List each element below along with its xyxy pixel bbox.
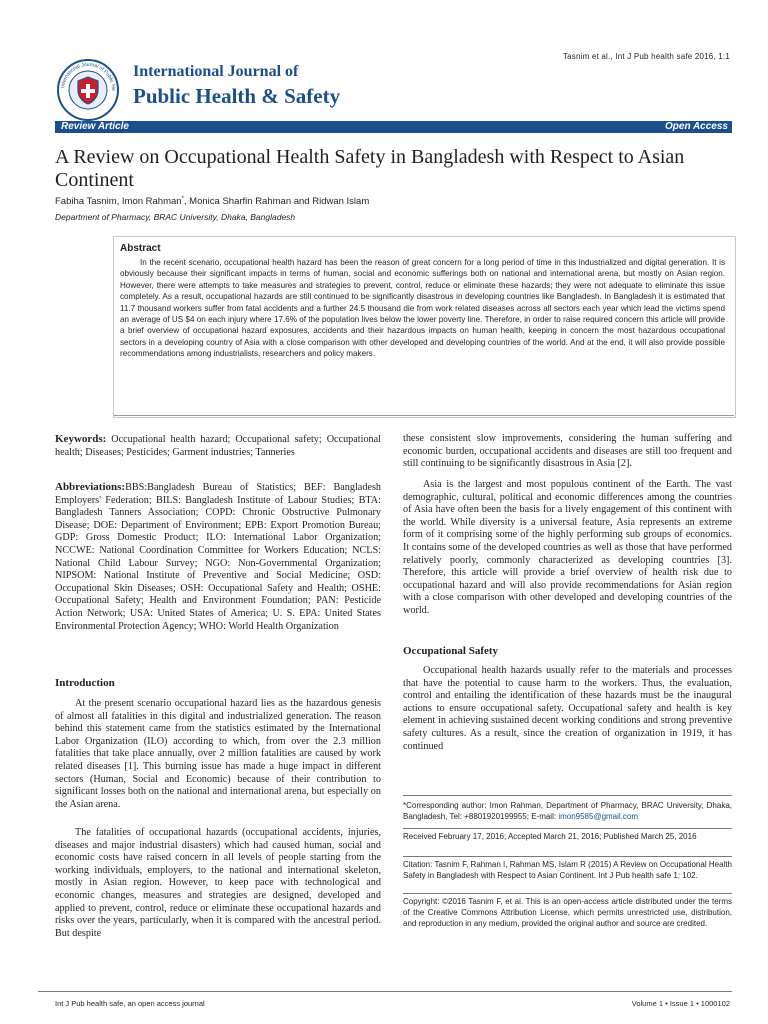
right-paragraph-3: Occupational health hazards usually refer to the materials and processes that have the potential to cause harm to the workers. Thus, the evaluation, control and entailing the identification of these hazards must be the inaugural actions to ensure occupational safety. Occupational safety and health is key element in achieving sustained decent working conditions and strong preventive safety cultures. As a result, since the creation of organization in 1919, it has continued bbox=[403, 665, 732, 752]
open-access-label: Open Access bbox=[665, 121, 728, 132]
notes-divider-4 bbox=[403, 893, 732, 894]
footer-journal: Int J Pub health safe, an open access journal bbox=[55, 999, 205, 1008]
article-type-bar bbox=[55, 121, 732, 133]
citation-note: Citation: Tasnim F, Rahman I, Rahman MS, Islam R (2015) A Review on Occupational Health Safety in Bangladesh with Respect to Asian Continent. Int J Pub health safe 1: 102. bbox=[403, 860, 732, 880]
abbreviations-label: Abbreviations: bbox=[55, 481, 126, 493]
authors-pre: Fabiha Tasnim, Imon Rahman bbox=[55, 196, 182, 208]
notes-divider bbox=[403, 795, 732, 796]
right-p3 bbox=[403, 665, 732, 753]
received-dates: Received February 17, 2016; Accepted March 21, 2016; Published March 25, 2016 bbox=[403, 832, 697, 841]
abbreviations-block bbox=[55, 481, 381, 633]
article-title: A Review on Occupational Health Safety in Bangladesh with Respect to Asian Continent bbox=[55, 146, 685, 191]
abbreviations-text: BBS:Bangladesh Bureau of Statistics; BEF: Bangladesh Employers' Federation; BILS: Bangladesh Institute of Labour Studies; BTA: Bangladesh Tanners Association; COPD: Chronic Obstructive Pulmonary Disease; DOE: Department of Environment; EPB: Export Promotion Bureau; GDP: Gross Domestic Product; ILO: International Labor Organization; NCCWE: National Coordination Committee for Workers Education; NCLS: National Child Labour Survey; NGO: Non-Governmental Organization; NIPSOM: National Institute of Preventive and Social Medicine; OSD: Occupational Skin Diseases; OSH: Occupational Safety and Health; OSHE: Occupational Safety; Health and Environment Foundation; PAN: Pesticide Action Network; USA: United States of America; U. S. EPA: United States Environmental Protection Agency; WHO: World Health Organization bbox=[55, 482, 381, 632]
intro-paragraph-2: The fatalities of occupational hazards (occupational accidents, injuries, diseases and major industrial disasters) which had caused human, social and economic costs have raised concern in all levels of people starting from the working individuals, employers, to the national and international skeleton, mostly in Asian region. However, to keep pace with technological and economic changes, measures and strategies are designed, developed and applied to prevent, control, reduce or eliminate these occupational hazards and risks over the years, particularly, when it is compared with the ancestral period. But despite bbox=[55, 827, 381, 939]
corresponding-mark: * bbox=[181, 196, 184, 202]
introduction-p2 bbox=[55, 827, 381, 940]
header-citation: Tasnim et al., Int J Pub health safe 2016, 1:1 bbox=[562, 52, 730, 61]
svg-text:International Journal of Publi: International Journal of Public He bbox=[60, 61, 117, 91]
author-list bbox=[55, 196, 369, 207]
right-p2 bbox=[403, 479, 732, 618]
keywords-block bbox=[55, 433, 381, 459]
keywords-text: Occupational health hazard; Occupational safety; Occupational health; Diseases; Pesticides; Garment industries; Tanneries bbox=[55, 434, 381, 458]
notes-divider-3 bbox=[403, 856, 732, 857]
right-p1 bbox=[403, 433, 732, 471]
footer-divider bbox=[38, 991, 732, 992]
footer-volume: Volume 1 • Issue 1 • 1000102 bbox=[631, 999, 730, 1008]
abstract-heading: Abstract bbox=[120, 243, 161, 254]
email-link[interactable]: imon9585@gmail.com bbox=[558, 811, 639, 821]
authors-post: , Monica Sharfin Rahman and Ridwan Islam bbox=[183, 196, 370, 208]
intro-paragraph-1: At the present scenario occupational hazard lies as the hazardous genesis of almost all fatalities in this digital and industrialized generation. The reason behind this statement came from the statistics estimated by the International Labor Organization (ILO) according to which, from over the 2.3 million fatalities that take place annually, over 2 million fatalities are caused by work related diseases [1]. This burning issue has made a huge impact in different sectors (Human, Social and Economic) because of their contribution to significant losses both on the national and international arena, but especially on the Asian arena. bbox=[55, 698, 381, 810]
right-paragraph-1: these consistent slow improvements, considering the human suffering and economic burden, occupational accidents and diseases are still too frequent and still continuing to be significantly disastrous in Asia [2]. bbox=[403, 433, 732, 470]
keywords-label: Keywords: bbox=[55, 433, 107, 445]
introduction-p1 bbox=[55, 698, 381, 811]
copyright-note: Copyright: ©2016 Tasnim F, et al. This is an open-access article distributed under the terms of the Creative Commons Attribution License, which permits unrestricted use, distribution, and reproduction in any medium, provided the original author and source are credited. bbox=[403, 897, 732, 928]
affiliation: Department of Pharmacy, BRAC University, Dhaka, Bangladesh bbox=[55, 212, 296, 222]
notes-divider-2 bbox=[403, 828, 732, 829]
journal-title-line2: Public Health & Safety bbox=[133, 84, 341, 108]
right-paragraph-2: Asia is the largest and most populous continent of the Earth. The vast demographic, cultural, political and economic differences among the countries of Asia have often been the basis for a lively engagement of this continent with the world. While diversity is a universal feature, Asia represents an extreme form of it comprising some of the highly performing sub groups of economics. It contains some of the developed countries as well as those that have performed relatively poorly, commonly characterized as developing countries [3]. Therefore, this article will provide a brief overview of health risk due to occupational hazard and will also provide recommendations for Asian region with a close comparison with other developed and developing countries of the world. bbox=[403, 479, 732, 616]
occupational-safety-heading: Occupational Safety bbox=[403, 645, 499, 657]
introduction-heading: Introduction bbox=[55, 677, 115, 689]
journal-logo bbox=[56, 58, 120, 122]
journal-title-line1: International Journal of bbox=[133, 63, 299, 80]
article-type: Review Article bbox=[61, 121, 129, 132]
corresponding-author bbox=[403, 801, 732, 823]
corresponding-text: *Corresponding author: Imon Rahman, Department of Pharmacy, BRAC University, Dhaka, Bangladesh, Tel: +8801920199955; E-mail: bbox=[403, 801, 732, 821]
abstract-text: In the recent scenario, occupational health hazard has been the reason of great concern for a long period of time in this industrialized and digital generation. It is obviously because their significant impacts in terms of human, social and economic sufferings both on national and international arena, but mostly on Asian region. However, there were attempts to take measures and strategies to prevent, control, reduce or eliminate these hazards; they were not adequate to eliminate this issue completely. As a result, occupational hazards are still continued to be significantly disastrous in developing countries like Bangladesh. In Bangladesh it is estimated that 11.7 thousand workers suffer from fatal accidents and a further 24.5 thousand die from work related diseases across all sectors each year which lead the victims spend an average of US $4 on each injury where 17.6% of the population lives below the lower poverty line. Therefore, in order to raise required concern this article will provide a brief overview of occupational hazard exposures, accidents and their hazardous impacts on human health, keeping in concern the most hazardous occupational sectors in a developing country of Asia with a close comparison with other developed and developing countries of the world. And at the end, it will also provide possible recommendations among industrialists, researchers and policy makers. bbox=[120, 258, 725, 359]
